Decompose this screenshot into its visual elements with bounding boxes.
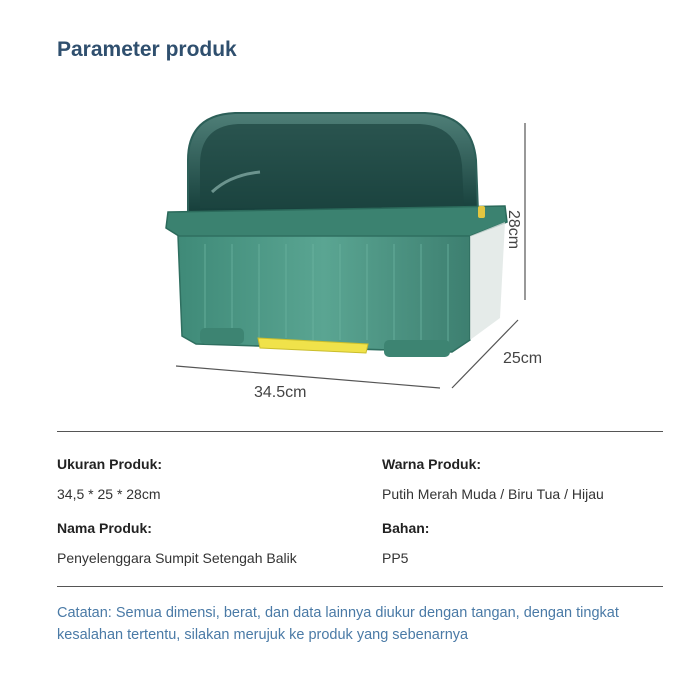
lid-knob: [478, 206, 485, 218]
size-label: Ukuran Produk:: [57, 456, 163, 472]
width-dimension-line: [176, 366, 440, 388]
rack-rim: [166, 206, 507, 238]
width-dimension-label: 34.5cm: [254, 384, 307, 401]
name-value: Penyelenggara Sumpit Setengah Balik: [57, 550, 297, 566]
material-label: Bahan:: [382, 520, 430, 536]
name-label: Nama Produk:: [57, 520, 152, 536]
disclaimer-note: Catatan: Semua dimensi, berat, dan data lainnya diukur dengan tangan, dengan tingkat kesalahan tertentu, silakan merujuk ke produk yang sebenarnya: [57, 605, 619, 643]
depth-dimension-label: 25cm: [503, 350, 543, 367]
divider-top: [57, 431, 663, 432]
size-value: 34,5 * 25 * 28cm: [57, 486, 161, 502]
rack-foot-right: [384, 340, 450, 357]
color-value: Putih Merah Muda / Biru Tua / Hijau: [382, 486, 604, 502]
height-dimension-label: 28cm: [505, 210, 522, 250]
rack-foot-left: [200, 328, 244, 344]
divider-bottom: [57, 586, 663, 587]
page-title: Parameter produk: [57, 38, 237, 61]
material-value: PP5: [382, 550, 409, 566]
color-label: Warna Produk:: [382, 456, 482, 472]
